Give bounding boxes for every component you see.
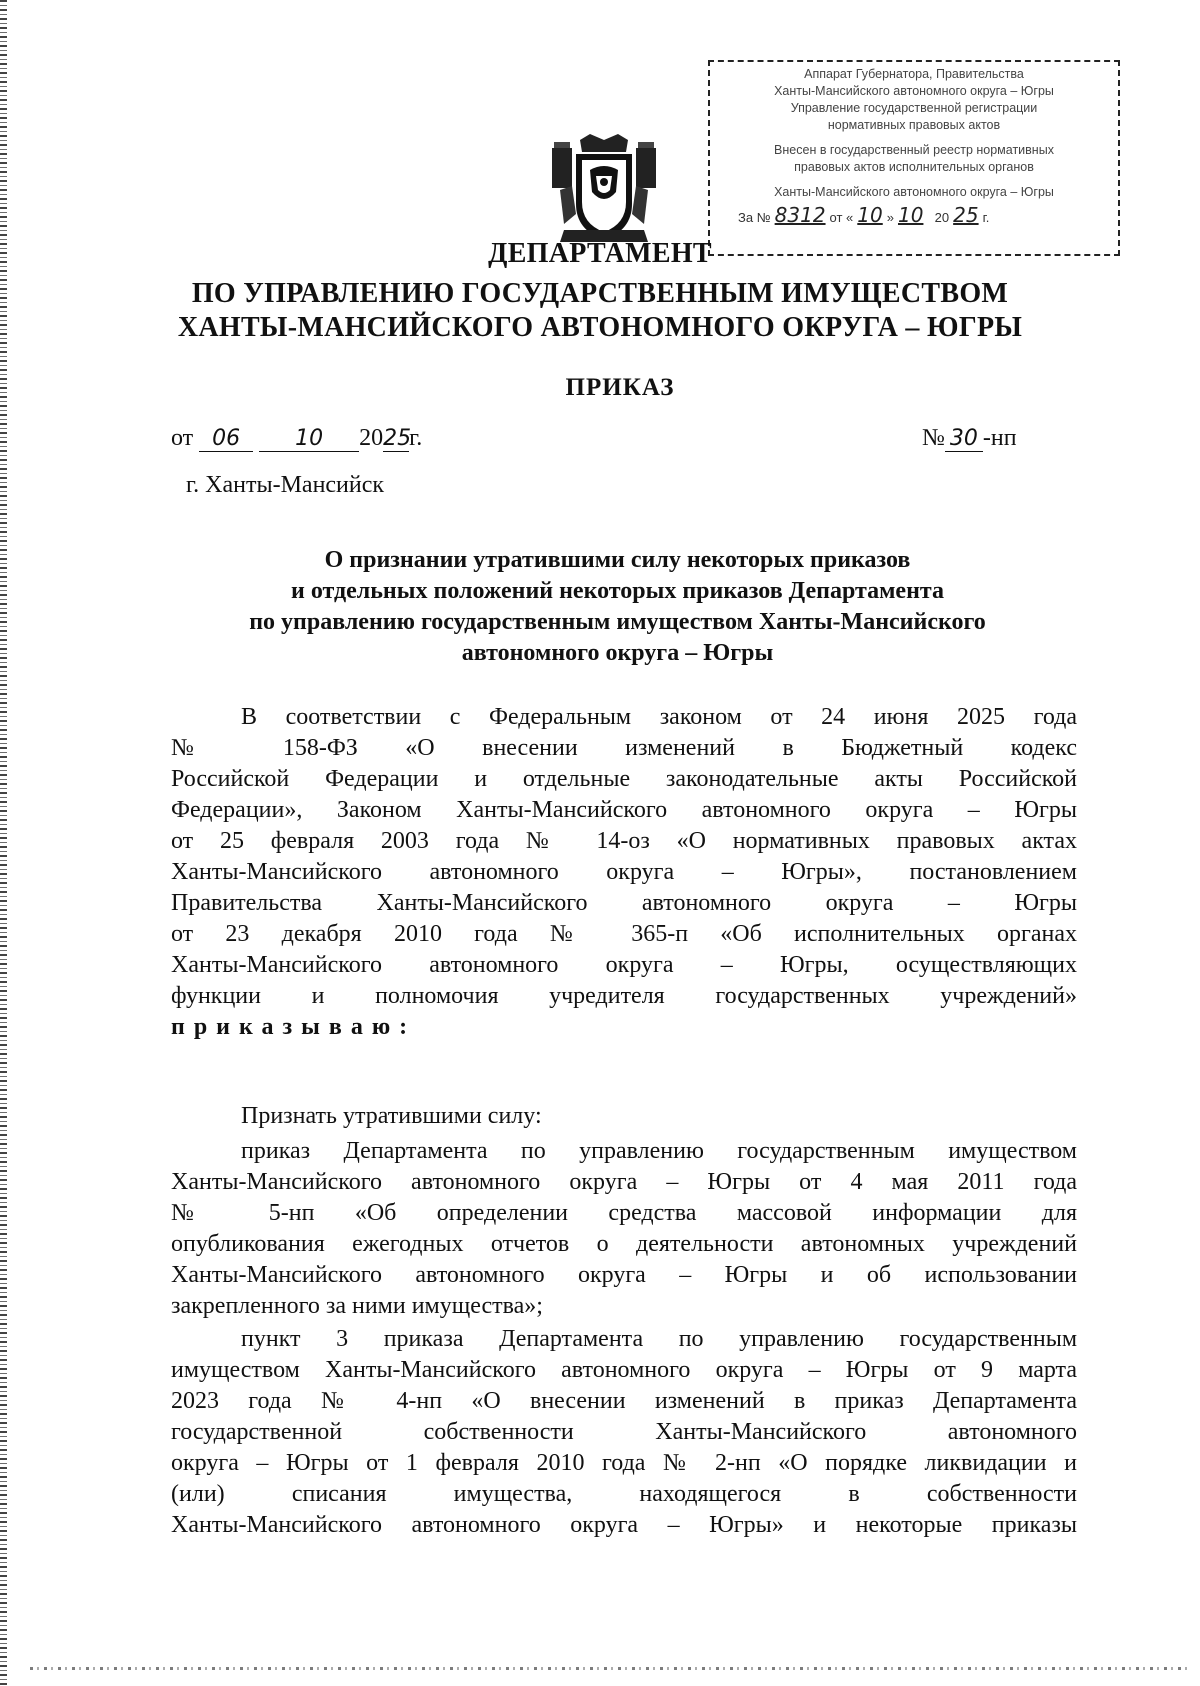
order-number-label: № — [922, 425, 945, 451]
preamble-line: № 158-ФЗ «О внесении изменений в Бюджетный кодекс — [171, 735, 1077, 761]
stamp-reg-mid: » — [886, 210, 894, 225]
preamble-line: Ханты-Мансийского автономного округа – Югры», постановлением — [171, 859, 1077, 885]
body-item-2 — [171, 1324, 1077, 1541]
preamble-line: Правительства Ханты-Мансийского автономного округа – Югры — [171, 890, 1077, 916]
body-item-line: пункт 3 приказа Департамента по управлению государственным — [241, 1326, 1077, 1352]
body-item-line: опубликования ежегодных отчетов о деятельности автономных учреждений — [171, 1231, 1077, 1257]
order-day: 06 — [199, 426, 253, 452]
scan-edge-bottom — [30, 1667, 1190, 1670]
stamp-reg-suffix: г. — [982, 210, 990, 225]
body-item-line: Ханты-Мансийского автономного округа – Югры» и некоторые приказы — [171, 1512, 1077, 1538]
subject-line: автономного округа – Югры — [461, 640, 774, 666]
stamp-reg-month: 10 — [897, 203, 924, 227]
preamble-line: Ханты-Мансийского автономного округа – Югры, осуществляющих — [171, 952, 1077, 978]
preamble — [171, 702, 1077, 1043]
subject-line: О признании утратившими силу некоторых приказов — [324, 547, 911, 573]
stamp-line: Управление государственной регистрации — [790, 101, 1038, 115]
body-item-line: приказ Департамента по управлению государственным имуществом — [241, 1138, 1077, 1164]
body-item-line: закрепленного за ними имущества»; — [171, 1293, 543, 1319]
order-city: г. Ханты-Мансийск — [186, 472, 385, 498]
department-title-line1: ДЕПАРТАМЕНТ — [488, 238, 712, 269]
preamble-line: Российской Федерации и отдельные законодательные акты Российской — [171, 766, 1077, 792]
stamp-line: Аппарат Губернатора, Правительства — [804, 67, 1024, 81]
order-date-from-label: от — [171, 425, 194, 451]
body-item-line: 2023 года № 4-нп «О внесении изменений в приказ Департамента — [171, 1388, 1077, 1414]
subject-line: и отдельных положений некоторых приказов Департамента — [291, 578, 944, 604]
order-year: 25 — [383, 426, 412, 451]
order-date — [171, 425, 422, 452]
stamp-line: правовых актов исполнительных органов — [794, 160, 1034, 174]
body-item-line: имуществом Ханты-Мансийского автономного округа – Югры от 9 марта — [171, 1357, 1077, 1383]
stamp-reg-year-prefix: 20 — [934, 210, 950, 225]
order-command: приказываю: — [171, 1014, 417, 1040]
body-item-line: № 5-нп «Об определении средства массовой информации для — [171, 1200, 1077, 1226]
body-item-line: округа – Югры от 1 февраля 2010 года № 2-нп «О порядке ликвидации и — [171, 1450, 1077, 1476]
body-item-line: Ханты-Мансийского автономного округа – Югры и об использовании — [171, 1262, 1077, 1288]
order-number — [922, 425, 1017, 452]
preamble-line: от 25 февраля 2003 года № 14-оз «О нормативных правовых актах — [171, 828, 1077, 854]
order-year-suffix: г. — [409, 425, 423, 451]
stamp-registration-number — [716, 203, 1112, 227]
coat-of-arms-icon — [550, 134, 658, 246]
order-number-value: 30 — [945, 426, 983, 452]
preamble-line: В соответствии с Федеральным законом от 24 июня 2025 года — [241, 704, 1077, 730]
registration-stamp — [708, 60, 1120, 256]
body-item-line: государственной собственности Ханты-Мансийского автономного — [171, 1419, 1077, 1445]
stamp-line: Внесен в государственный реестр нормативных — [774, 143, 1054, 157]
order-title: ПРИКАЗ — [565, 374, 675, 401]
order-month: 10 — [259, 426, 359, 452]
stamp-line: Ханты-Мансийского автономного округа – Югры — [774, 185, 1054, 199]
preamble-line: Федерации», Законом Ханты-Мансийского автономного округа – Югры — [171, 797, 1077, 823]
department-title-line3: ХАНТЫ-МАНСИЙСКОГО АВТОНОМНОГО ОКРУГА – ЮГРЫ — [177, 312, 1023, 343]
stamp-line: нормативных правовых актов — [827, 118, 1001, 132]
stamp-reg-day: 10 — [857, 203, 883, 227]
stamp-reg-year: 25 — [953, 203, 979, 227]
body-intro-line: Признать утратившими силу: — [241, 1103, 542, 1129]
subject-line: по управлению государственным имуществом Ханты-Мансийского — [249, 609, 986, 635]
department-title-line2: ПО УПРАВЛЕНИЮ ГОСУДАРСТВЕННЫМ ИМУЩЕСТВОМ — [191, 278, 1009, 309]
stamp-reg-number: 8312 — [774, 203, 826, 227]
preamble-line: функции и полномочия учредителя государственных учреждений» — [171, 983, 1077, 1009]
stamp-reg-prefix: За № — [738, 210, 771, 225]
body-item-line: (или) списания имущества, находящегося в собственности — [171, 1481, 1077, 1507]
body-item-line: Ханты-Мансийского автономного округа – Югры от 4 мая 2011 года — [171, 1169, 1077, 1195]
preamble-line: от 23 декабря 2010 года № 365-п «Об исполнительных органах — [171, 921, 1077, 947]
stamp-reg-from: от « — [829, 210, 854, 225]
order-year-prefix: 20 — [359, 425, 384, 451]
stamp-line: Ханты-Мансийского автономного округа – Югры — [774, 84, 1054, 98]
order-subject — [150, 545, 1085, 669]
order-number-suffix: -нп — [982, 425, 1017, 451]
body-intro — [171, 1101, 1077, 1132]
body-item-1 — [171, 1136, 1077, 1322]
